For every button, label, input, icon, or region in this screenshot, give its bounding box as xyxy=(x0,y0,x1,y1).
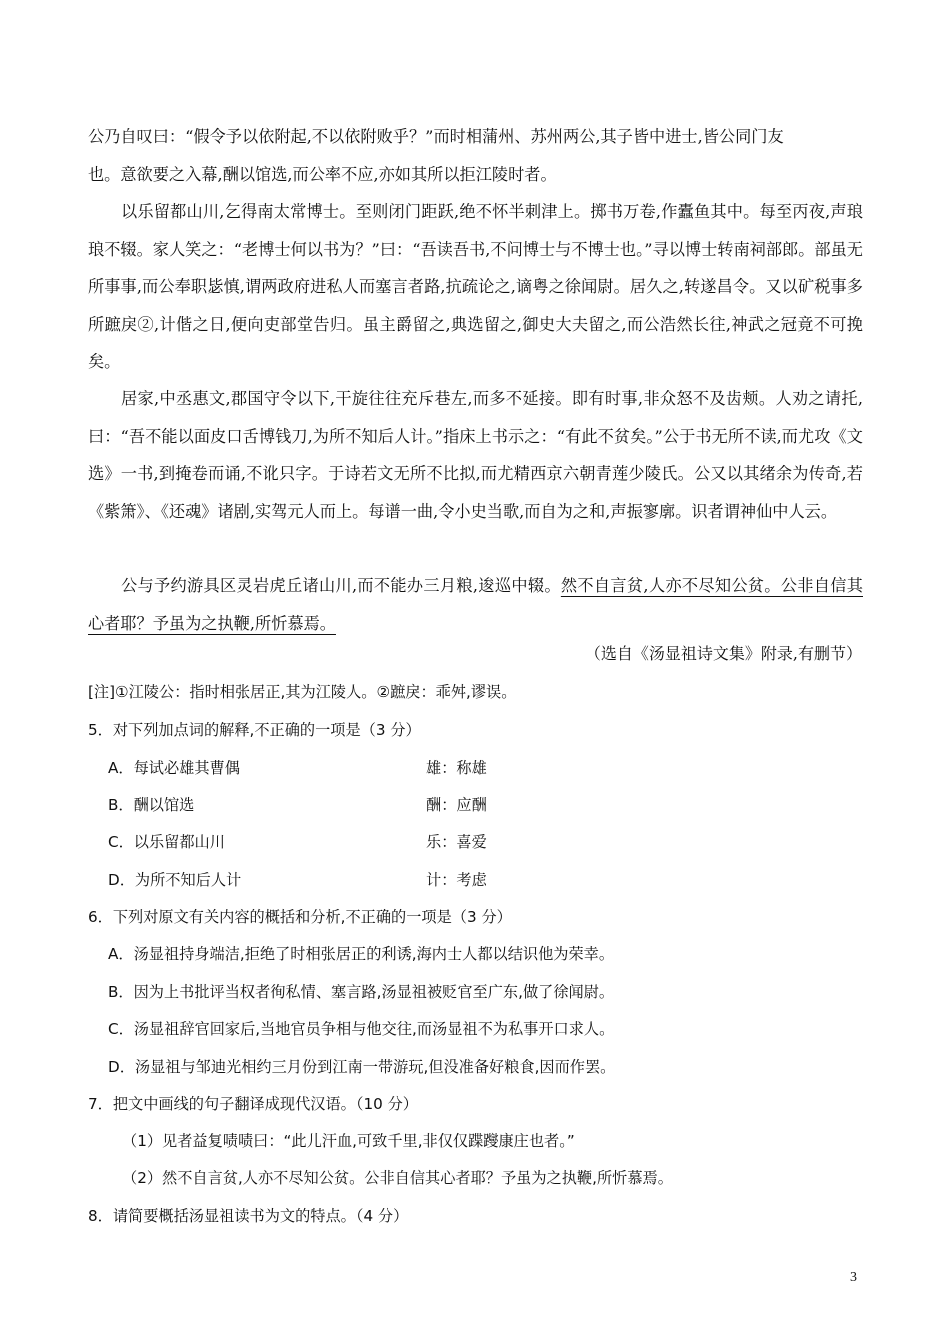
q7-item-2: （2）然不自言贫,人亦不尽知公贫。公非自信其心者耶？予虽为之执鞭,所忻慕焉。 xyxy=(122,1169,673,1187)
passage-p1-line1: 公乃自叹曰：“假令予以依附起,不以依附败乎？”而时相蒲州、苏州两公,其子皆中进士,皆公同门友 xyxy=(88,127,784,146)
q5-option-b: B．酬以馆选 xyxy=(108,796,195,814)
q7-item-1: （1）见者益复啧啧曰：“此儿汗血,可致千里,非仅仅蹀躞康庄也者。” xyxy=(122,1132,575,1150)
q5-option-a-explain: 雄：称雄 xyxy=(426,759,487,777)
question-7-stem: 7．把文中画线的句子翻译成现代汉语。（10 分） xyxy=(88,1095,418,1113)
annotation-note: [注]①江陵公：指时相张居正,其为江陵人。②蹠戾：乖舛,谬误。 xyxy=(88,683,517,701)
q5-option-d: D．为所不知后人计 xyxy=(108,871,242,889)
q5-option-d-explain: 计：考虑 xyxy=(426,871,487,889)
passage-paragraph-3: 居家,中丞惠文,郡国守令以下,干旋往往充斥巷左,而多不延接。即有时事,非众怒不及齿颊。人劝之请托,曰：“吾不能以面皮口舌博钱刀,为所不知后人计。”指床上书示之：“有此不贫矣。”公于书无所不读,而尤攻《文选》一书,到掩卷而诵,不讹只字。于诗若文无所不比拟,而尤精西京六朝青莲少陵氏。公又以其绪余为传奇,若《紫箫》、《还魂》诸剧,实驾元人而上。每谱一曲,令小史当歌,而自为之和,声振寥廓。识者谓神仙中人云。 xyxy=(88,389,863,521)
q6-option-d: D．汤显祖与邹迪光相约三月份到江南一带游玩,但没准备好粮食,因而作罢。 xyxy=(108,1058,616,1076)
question-5-stem: 5．对下列加点词的解释,不正确的一项是（3 分） xyxy=(88,721,421,739)
q5-option-a: A．每试必雄其曹偶 xyxy=(108,759,240,777)
passage-paragraph-1 xyxy=(88,118,863,193)
q5-option-b-explain: 酬：应酬 xyxy=(426,796,487,814)
q6-option-c: C．汤显祖辞官回家后,当地官员争相与他交往,而汤显祖不为私事开口求人。 xyxy=(108,1020,615,1038)
passage-p4-plain: 公与予约游具区灵岩虎丘诸山川,而不能办三月粮,逡巡中辍。 xyxy=(121,576,561,595)
passage-paragraph-2: 以乐留都山川,乞得南太常博士。至则闭门距跃,绝不怀半刺津上。掷书万卷,作蠹鱼其中。每至丙夜,声琅琅不辍。家人笑之：“老博士何以书为？”曰：“吾读吾书,不问博士与不博士也。”寻以博士转南祠部郎。部虽无所事事,而公奉职毖慎,谓两政府进私人而塞言者路,抗疏论之,谪粤之徐闻尉。居久之,转遂昌令。又以矿税事多所蹠戾②,计偕之日,便向吏部堂告归。虽主爵留之,典选留之,御史大夫留之,而公浩然长往,神武之冠竟不可挽矣。 xyxy=(88,202,863,371)
q6-option-b: B．因为上书批评当权者徇私情、塞言路,汤显祖被贬官至广东,做了徐闻尉。 xyxy=(108,983,615,1001)
q5-option-c-explain: 乐：喜爱 xyxy=(426,833,487,851)
underlined-sentence: 然不自言贫,人亦不尽知公贫。公非自信其心者耶？予虽为之执鞭,所忻慕焉。 xyxy=(88,576,863,633)
passage-paragraph-4 xyxy=(88,567,863,642)
question-8-stem: 8．请简要概括汤显祖读书为文的特点。（4 分） xyxy=(88,1207,409,1225)
question-6-stem: 6．下列对原文有关内容的概括和分析,不正确的一项是（3 分） xyxy=(88,908,512,926)
source-citation: （选自《汤显祖诗文集》附录,有删节） xyxy=(584,644,862,663)
q6-option-a: A．汤显祖持身端洁,拒绝了时相张居正的利诱,海内士人都以结识他为荣幸。 xyxy=(108,945,615,963)
page-number: 3 xyxy=(850,1270,857,1285)
q5-option-c: C．以乐留都山川 xyxy=(108,833,225,851)
passage-p1-line2: 也。意欲要之入幕,酬以馆选,而公率不应,亦如其所以拒江陵时者。 xyxy=(88,164,557,184)
